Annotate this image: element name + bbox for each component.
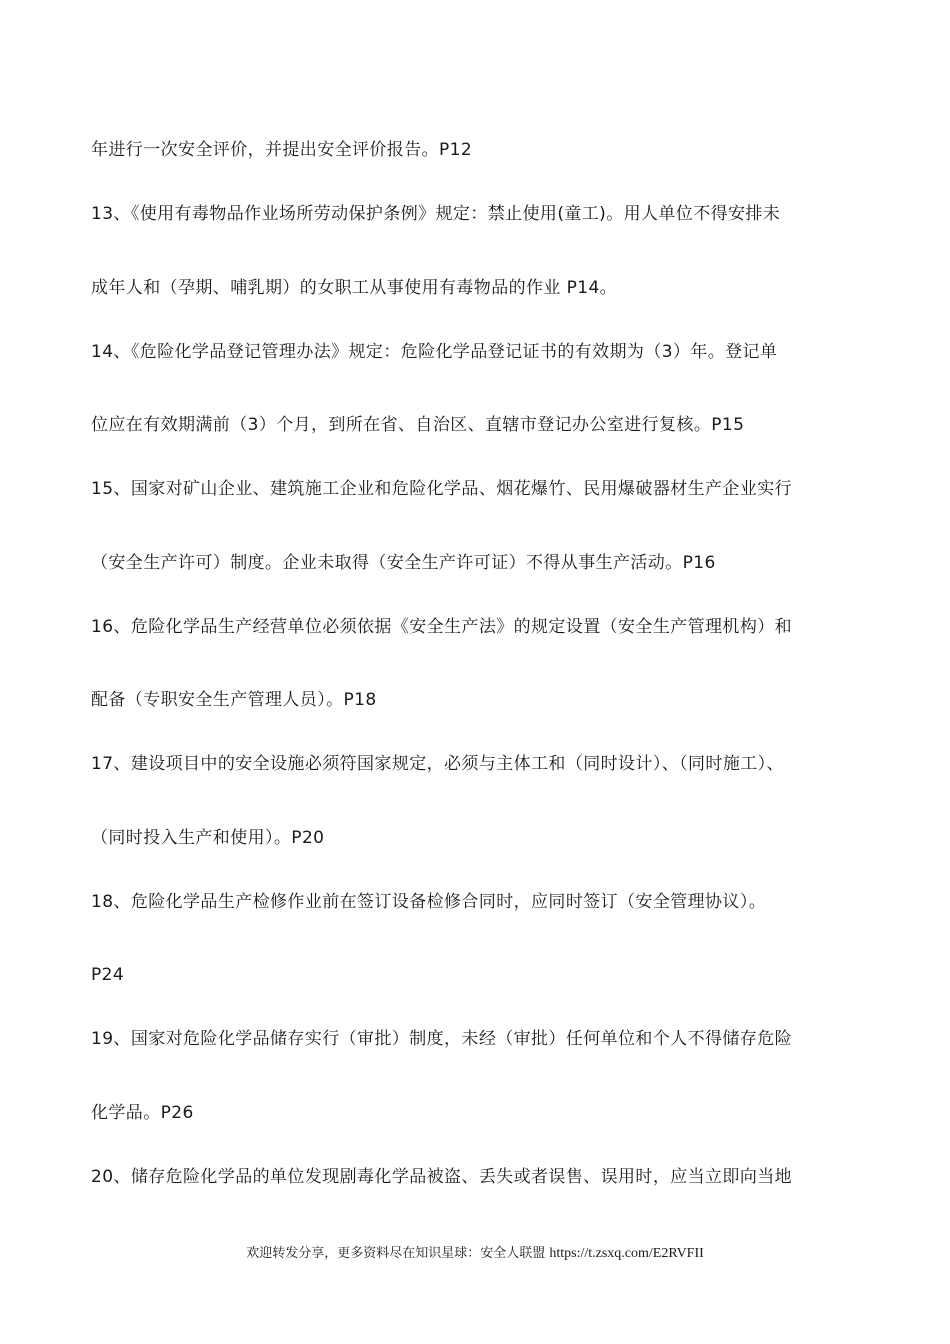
text-line: 配备（专职安全生产管理人员）。P18 — [91, 690, 377, 710]
text-line: （同时投入生产和使用）。P20 — [91, 828, 325, 848]
text-line: （安全生产许可）制度。企业未取得（安全生产许可证）不得从事生产活动。P16 — [91, 553, 716, 573]
text-line: 14、《危险化学品登记管理办法》规定：危险化学品登记证书的有效期为（3）年。登记单 — [91, 342, 778, 362]
text-line: 17、建设项目中的安全设施必须符国家规定，必须与主体工和（同时设计）、（同时施工）、 — [91, 754, 784, 774]
text-line: 18、危险化学品生产检修作业前在签订设备检修合同时，应同时签订（安全管理协议）。 — [91, 892, 767, 912]
text-line: 化学品。P26 — [91, 1103, 194, 1123]
text-line: 16、危险化学品生产经营单位必须依据《安全生产法》的规定设置（安全生产管理机构）和 — [91, 617, 793, 637]
footer-link[interactable]: https://t.zsxq.com/E2RVFII — [549, 1246, 704, 1261]
text-line: 15、国家对矿山企业、建筑施工企业和危险化学品、烟花爆竹、民用爆破器材生产企业实行 — [91, 479, 793, 499]
text-line: P24 — [91, 965, 125, 985]
text-line: 19、国家对危险化学品储存实行（审批）制度，未经（审批）任何单位和个人不得储存危险 — [91, 1029, 793, 1049]
text-line: 位应在有效期满前（3）个月，到所在省、自治区、直辖市登记办公室进行复核。P15 — [91, 415, 745, 435]
text-line: 13、《使用有毒物品作业场所劳动保护条例》规定：禁止使用(童工)。用人单位不得安排未 — [91, 204, 781, 224]
footer-text: 欢迎转发分享，更多资料尽在知识星球：安全人联盟 — [246, 1246, 546, 1261]
text-line: 年进行一次安全评价，并提出安全评价报告。P12 — [91, 140, 473, 160]
text-line: 20、储存危险化学品的单位发现剧毒化学品被盗、丢失或者误售、误用时，应当立即向当地 — [91, 1167, 793, 1187]
text-line: 成年人和（孕期、哺乳期）的女职工从事使用有毒物品的作业 P14。 — [91, 278, 618, 298]
page-footer — [0, 1245, 950, 1263]
